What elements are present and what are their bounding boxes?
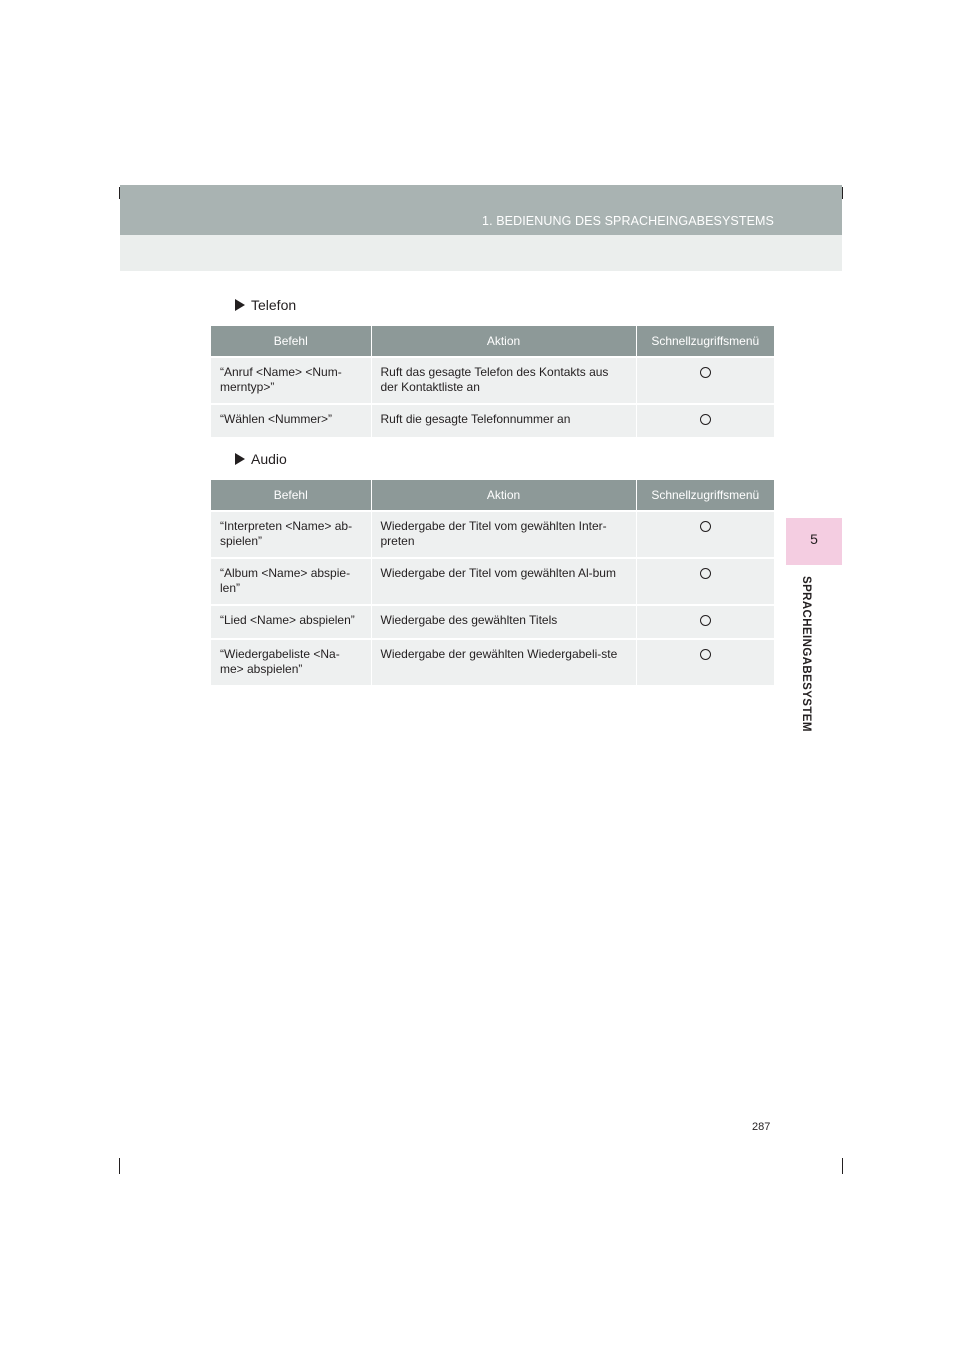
quick-menu-cell [636, 511, 774, 558]
column-header-schnellzugriff: Schnellzugriffsmenü [636, 480, 774, 511]
command-cell: “Wählen <Nummer>” [211, 404, 371, 437]
crop-mark-bottom-left [119, 1158, 120, 1174]
chapter-tab-number: 5 [810, 531, 818, 547]
action-cell: Wiedergabe der Titel vom gewählten Al-bum [371, 558, 636, 605]
column-header-schnellzugriff: Schnellzugriffsmenü [636, 326, 774, 357]
circle-icon [700, 414, 711, 425]
section-heading-label: Telefon [251, 297, 297, 313]
command-cell: “Lied <Name> abspielen” [211, 605, 371, 639]
header-band [120, 235, 842, 271]
circle-icon [700, 615, 711, 626]
command-cell: “Wiedergabeliste <Na-me> abspielen” [211, 639, 371, 685]
column-header-befehl: Befehl [211, 326, 371, 357]
command-table-audio [211, 480, 774, 685]
table-row [211, 404, 774, 437]
triangle-bullet-icon [235, 453, 245, 465]
quick-menu-cell [636, 404, 774, 437]
chapter-title: 1. BEDIENUNG DES SPRACHEINGABESYSTEMS [482, 214, 774, 228]
action-cell: Ruft das gesagte Telefon des Kontakts aus der Kontaktliste an [371, 357, 636, 404]
circle-icon [700, 521, 711, 532]
command-cell: “Album <Name> abspie-len” [211, 558, 371, 605]
crop-mark-top-right [842, 187, 843, 199]
circle-icon [700, 568, 711, 579]
crop-mark-bottom-right [842, 1158, 843, 1174]
triangle-bullet-icon [235, 299, 245, 311]
chapter-header-bar [120, 185, 842, 235]
command-cell: “Anruf <Name> <Num-merntyp>” [211, 357, 371, 404]
table-row [211, 639, 774, 685]
section-heading-telefon [235, 297, 296, 313]
table-header-row [211, 326, 774, 357]
action-cell: Wiedergabe des gewählten Titels [371, 605, 636, 639]
section-heading-audio [235, 451, 287, 467]
quick-menu-cell [636, 558, 774, 605]
action-cell: Wiedergabe der Titel vom gewählten Inter-preten [371, 511, 636, 558]
column-header-aktion: Aktion [371, 480, 636, 511]
circle-icon [700, 367, 711, 378]
column-header-aktion: Aktion [371, 326, 636, 357]
table-row [211, 558, 774, 605]
table-row [211, 605, 774, 639]
section-heading-label: Audio [251, 451, 287, 467]
chapter-tab [786, 518, 842, 565]
action-cell: Ruft die gesagte Telefonnummer an [371, 404, 636, 437]
circle-icon [700, 649, 711, 660]
quick-menu-cell [636, 357, 774, 404]
column-header-befehl: Befehl [211, 480, 371, 511]
command-cell: “Interpreten <Name> ab-spielen” [211, 511, 371, 558]
command-table-telefon [211, 326, 774, 437]
quick-menu-cell [636, 639, 774, 685]
page-number: 287 [752, 1121, 771, 1133]
quick-menu-cell [636, 605, 774, 639]
table-header-row [211, 480, 774, 511]
action-cell: Wiedergabe der gewählten Wiedergabeli-ste [371, 639, 636, 685]
table-row [211, 357, 774, 404]
chapter-side-label: SPRACHEINGABESYSTEM [800, 576, 812, 732]
table-row [211, 511, 774, 558]
